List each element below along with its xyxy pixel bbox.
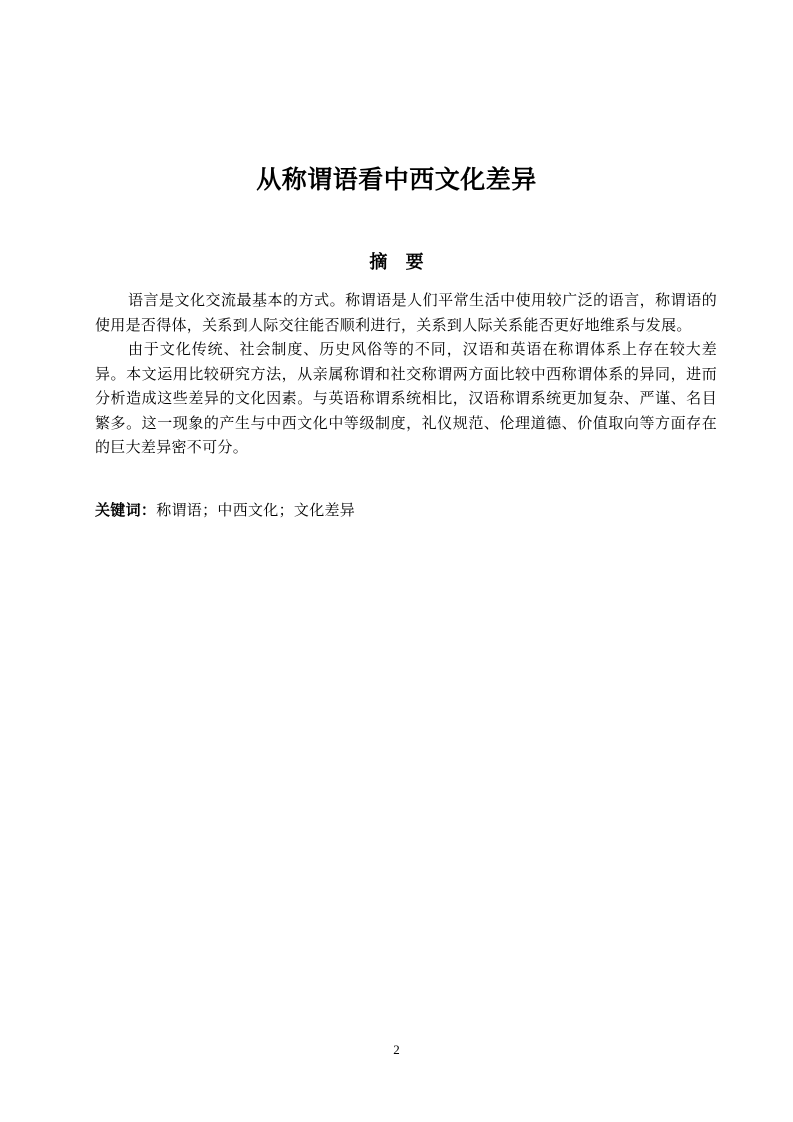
keywords-line [95,498,717,522]
keywords-text: 称谓语；中西文化；文化差异 [156,501,356,519]
page-title: 从称谓语看中西文化差异 [256,165,537,194]
page-number: 2 [393,1042,400,1057]
abstract-body [95,288,717,460]
keywords-label: 关键词： [95,501,157,519]
abstract-paragraph: 由于文化传统、社会制度、历史风俗等的不同，汉语和英语在称谓体系上存在较大差异。本文运用比较研究方法，从亲属称谓和社交称谓两方面比较中西称谓体系的异同，进而分析造成这些差异的文化因素。与英语称谓系统相比，汉语称谓系统更加复杂、严谨、名目繁多。这一现象的产生与中西文化中等级制度，礼仪规范、伦理道德、价值取向等方面存在的巨大差异密不可分。 [95,340,717,456]
abstract-paragraph: 语言是文化交流最基本的方式。称谓语是人们平常生活中使用较广泛的语言，称谓语的使用是否得体，关系到人际交往能否顺利进行，关系到人际关系能否更好地维系与发展。 [95,291,717,334]
abstract-heading: 摘 要 [369,252,430,273]
